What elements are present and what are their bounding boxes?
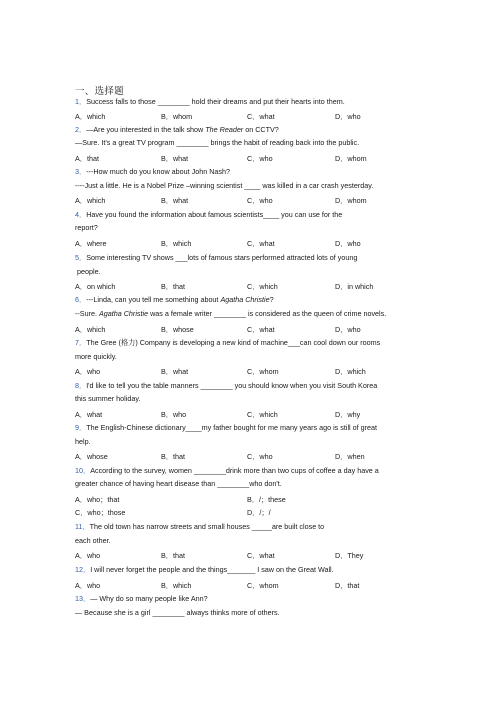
- question-text: Have you found the information about famous scientists____ you can use for the: [86, 210, 343, 219]
- option-a[interactable]: A．who: [75, 581, 101, 590]
- option-a[interactable]: A．who；that: [75, 495, 120, 504]
- options-4: [75, 239, 415, 251]
- question-8: [75, 380, 415, 393]
- option-d[interactable]: D．whom: [335, 154, 367, 163]
- option-b[interactable]: B．whom: [161, 112, 193, 121]
- option-b[interactable]: B．/；these: [247, 495, 286, 504]
- option-a[interactable]: A．what: [75, 410, 103, 419]
- option-d[interactable]: D．that: [335, 581, 360, 590]
- section-title: 一、选择题: [75, 86, 125, 97]
- option-b[interactable]: B．that: [161, 452, 185, 461]
- question-6-line-2: [75, 308, 415, 321]
- question-number: 11．: [75, 522, 90, 531]
- question-3: [75, 166, 415, 179]
- option-a[interactable]: A．who: [75, 551, 101, 560]
- question-3-line-2: ----Just a little. He is a Nobel Prize –winning scientist ____ was killed in a car crash yesterday.: [75, 181, 374, 190]
- option-d[interactable]: D．who: [335, 112, 361, 121]
- options-5: [75, 282, 415, 294]
- option-c[interactable]: C．what: [247, 551, 275, 560]
- option-d[interactable]: D．who: [335, 239, 361, 248]
- question-1: [75, 96, 415, 109]
- question-5: [75, 252, 415, 265]
- option-d[interactable]: D．They: [335, 551, 364, 560]
- question-italic: Agatha Christie: [220, 295, 270, 304]
- question-text: ---Linda, can you tell me something about: [86, 295, 221, 304]
- option-c[interactable]: C．whom: [247, 367, 279, 376]
- options-1: [75, 112, 415, 124]
- question-12: [75, 564, 415, 577]
- option-a[interactable]: A．that: [75, 154, 99, 163]
- question-7-line-2: more quickly.: [75, 352, 117, 361]
- options-10-row-1: [75, 495, 415, 507]
- question-text: I'd like to tell you the table manners ________ you should know when you visit South Korea: [86, 381, 378, 390]
- option-b[interactable]: B．what: [161, 367, 189, 376]
- question-text: According to the survey, women ________drink more than two cups of coffee a day have a: [90, 466, 379, 475]
- option-c[interactable]: C．which: [247, 282, 278, 291]
- question-4: [75, 209, 415, 222]
- option-d[interactable]: D．when: [335, 452, 365, 461]
- question-number: 7．: [75, 338, 87, 347]
- question-number: 13．: [75, 594, 91, 603]
- option-b[interactable]: B．which: [161, 581, 192, 590]
- question-number: 2．: [75, 125, 87, 134]
- option-c[interactable]: C．which: [247, 410, 278, 419]
- option-a[interactable]: A．where: [75, 239, 107, 248]
- options-3: [75, 196, 415, 208]
- options-12: [75, 581, 415, 593]
- question-6: [75, 294, 415, 307]
- question-5-line-2: people.: [77, 267, 101, 276]
- question-number: 6．: [75, 295, 87, 304]
- question-9-line-2: help.: [75, 437, 91, 446]
- option-c[interactable]: C．who；those: [75, 508, 126, 517]
- question-11-line-2: each other.: [75, 536, 111, 545]
- option-b[interactable]: B．which: [161, 239, 192, 248]
- option-b[interactable]: B．what: [161, 196, 189, 205]
- option-d[interactable]: D．which: [335, 367, 366, 376]
- question-7: [75, 337, 415, 350]
- option-c[interactable]: C．what: [247, 239, 275, 248]
- question-text: The Gree (格力) Company is developing a new kind of machine___can cool down our rooms: [86, 338, 381, 347]
- option-c[interactable]: C．what: [247, 112, 275, 121]
- options-8: [75, 410, 415, 422]
- question-4-line-2: report?: [75, 223, 98, 232]
- question-11: [75, 521, 415, 534]
- question-text: I will never forget the people and the things_______ I saw on the Great Wall.: [90, 565, 334, 574]
- question-text: The old town has narrow streets and small houses _____are built close to: [89, 522, 325, 531]
- option-a[interactable]: A．which: [75, 112, 106, 121]
- options-9: [75, 452, 415, 464]
- option-d[interactable]: D．in which: [335, 282, 374, 291]
- question-text: on CCTV?: [243, 125, 279, 134]
- option-a[interactable]: A．on which: [75, 282, 116, 291]
- options-7: [75, 367, 415, 379]
- question-2-line-2: —Sure. It's a great TV program ________ brings the habit of reading back into the public.: [75, 138, 360, 147]
- question-text: Success falls to those ________ hold their dreams and put their hearts into them.: [86, 97, 345, 106]
- question-number: 4．: [75, 210, 87, 219]
- options-2: [75, 154, 415, 166]
- question-number: 3．: [75, 167, 87, 176]
- question-text: --Sure.: [75, 309, 99, 318]
- question-13-line-2: — Because she is a girl ________ always thinks more of others.: [75, 608, 280, 617]
- question-8-line-2: this summer holiday.: [75, 394, 141, 403]
- question-text: — Why do so many people like Ann?: [90, 594, 208, 603]
- question-9: [75, 422, 415, 435]
- question-text: Some interesting TV shows ___lots of famous stars performed attracted lots of young: [86, 253, 358, 262]
- option-b[interactable]: B．that: [161, 551, 185, 560]
- option-d[interactable]: D．/；/: [247, 508, 271, 517]
- question-number: 10．: [75, 466, 91, 475]
- option-a[interactable]: A．whose: [75, 452, 108, 461]
- option-b[interactable]: B．that: [161, 282, 185, 291]
- question-italic: The Reader: [205, 125, 244, 134]
- question-italic: Agatha Christie: [98, 309, 149, 318]
- question-number: 8．: [75, 381, 87, 390]
- question-number: 9．: [75, 423, 87, 432]
- question-text: was a female writer ________ is considered as the queen of crime novels.: [148, 309, 387, 318]
- question-2: [75, 124, 415, 137]
- options-11: [75, 551, 415, 563]
- question-10: [75, 465, 415, 478]
- option-a[interactable]: A．who: [75, 367, 101, 376]
- question-text: —Are you interested in the talk show: [86, 125, 206, 134]
- option-d[interactable]: D．who: [335, 325, 361, 334]
- options-10-row-2: [75, 508, 415, 520]
- option-b[interactable]: B．who: [161, 410, 187, 419]
- option-d[interactable]: D．why: [335, 410, 361, 419]
- option-c[interactable]: C．who: [247, 196, 273, 205]
- option-d[interactable]: D．whom: [335, 196, 367, 205]
- question-text: ?: [269, 295, 274, 304]
- option-c[interactable]: C．who: [247, 452, 273, 461]
- question-number: 12．: [75, 565, 91, 574]
- option-b[interactable]: B．whose: [161, 325, 194, 334]
- option-a[interactable]: A．which: [75, 196, 106, 205]
- question-text: ---How much do you know about John Nash?: [86, 167, 231, 176]
- question-number: 1．: [75, 97, 87, 106]
- question-13: [75, 593, 415, 606]
- option-c[interactable]: C．what: [247, 325, 275, 334]
- option-c[interactable]: C．whom: [247, 581, 279, 590]
- question-10-line-2: greater chance of having heart disease than ________who don't.: [75, 479, 282, 488]
- options-6: [75, 325, 415, 337]
- question-text: The English-Chinese dictionary____my father bought for me many years ago is still of great: [86, 423, 378, 432]
- question-number: 5．: [75, 253, 87, 262]
- option-a[interactable]: A．which: [75, 325, 106, 334]
- option-b[interactable]: B．what: [161, 154, 189, 163]
- option-c[interactable]: C．who: [247, 154, 273, 163]
